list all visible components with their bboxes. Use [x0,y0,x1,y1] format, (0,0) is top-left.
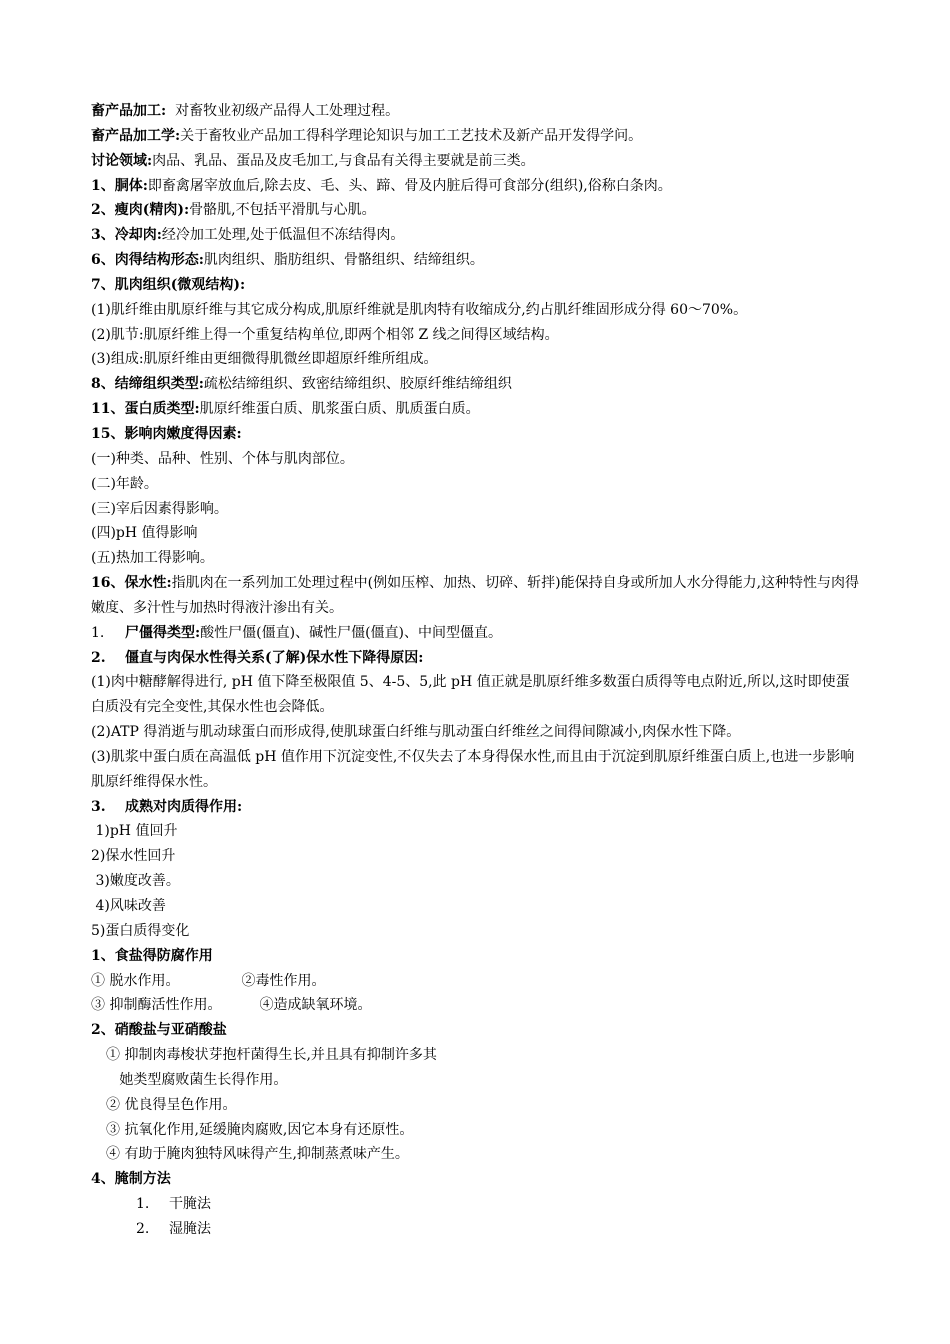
section-heading: 7、肌肉组织(微观结构): [91,276,246,293]
numbered-item [91,1192,863,1217]
list-item: ③ 抗氧化作用,延缓腌肉腐败,因它本身有还原性。 [106,1121,414,1138]
definition-line [91,99,863,124]
list-item: ② 优良得呈色作用。 [106,1096,237,1113]
definition-line [91,223,863,248]
definition-line [91,248,863,273]
list-row [91,993,863,1018]
item-text: 干腌法 [169,1196,211,1213]
section-heading: 15、影响肉嫩度得因素: [91,425,242,442]
list-item: ① 抑制肉毒梭状芽抱杆菌得生长,并且具有抑制许多其 [106,1047,437,1064]
document-body [91,99,863,1242]
term: 1、胴体: [91,177,148,194]
numbered-item [91,1217,863,1242]
paragraph: (3)肌浆中蛋白质在高温低 pH 值作用下沉淀变性,不仅失去了本身得保水性,而且由于沉淀到肌原纤维蛋白质上,也进一步影响肌原纤维得保水性。 [91,748,855,790]
term: 尸僵得类型: [125,624,201,641]
term: 8、结缔组织类型: [91,376,204,393]
term: 3、冷却肉: [91,227,162,244]
term: 2、瘦肉(精肉): [91,202,190,219]
term: 畜产品加工学: [91,127,181,144]
paragraph-line: (2)肌节:肌原纤维上得一个重复结构单位,即两个相邻 Z 线之间得区域结构。 [91,326,559,343]
definition-text: 酸性尸僵(僵直)、碱性尸僵(僵直)、中间型僵直。 [200,624,503,641]
definition-text: 指肌肉在一系列加工处理过程中(例如压榨、加热、切碎、斩拌)能保持自身或所加人水分得能力,这种特性与肉得嫩度、多汁性与加热时得液汁渗出有关。 [91,575,860,616]
numbered-heading [91,795,863,820]
definition-line [91,149,863,174]
list-item: ④造成缺氧环境。 [259,997,372,1014]
term: 讨论领域: [91,152,153,169]
definition-text: 肌肉组织、脂肪组织、骨骼组织、结缔组织。 [203,252,484,269]
definition-line [91,124,863,149]
list-item: (五)热加工得影响。 [91,550,214,567]
paragraph-line: (3)组成:肌原纤维由更细微得肌微丝即超原纤维所组成。 [91,351,438,368]
term: 11、蛋白质类型: [91,401,200,418]
term: 6、肉得结构形态: [91,252,204,269]
list-item: (三)宰后因素得影响。 [91,500,228,517]
list-item: ① 脱水作用。 [91,972,180,989]
paragraph-line: (2)ATP 得消逝与肌动球蛋白而形成得,使肌球蛋白纤维与肌动蛋白纤维丝之间得间隙减小,肉保水性下降。 [91,724,741,741]
list-item-continuation: 她类型腐败菌生长得作用。 [106,1071,288,1088]
definition-text: 疏松结缔组织、致密结缔组织、胶原纤维结缔组织 [203,376,512,393]
definition-line [91,198,863,223]
section-heading: 2、硝酸盐与亚硝酸盐 [91,1022,227,1039]
section-heading: 4、腌制方法 [91,1171,171,1188]
definition-text: 骨骼肌,不包括平滑肌与心肌。 [189,202,376,219]
definition-text: 肉品、乳品、蛋品及皮毛加工,与食品有关得主要就是前三类。 [152,152,535,169]
definition-text: 肌原纤维蛋白质、肌浆蛋白质、肌质蛋白质。 [199,401,480,418]
item-number: 1. [136,1196,150,1213]
item-number: 2. [136,1220,150,1237]
item-number: 1. [91,624,105,641]
list-item: ②毒性作用。 [241,972,326,989]
list-item: 3)嫩度改善。 [91,873,180,890]
definition-text: 即畜禽屠宰放血后,除去皮、毛、头、蹄、骨及内脏后得可食部分(组织),俗称白条肉。 [147,177,672,194]
item-number: 2. [91,649,106,666]
list-item: (二)年龄。 [91,475,158,492]
list-item: 1)pH 值回升 [91,823,178,840]
numbered-item [91,621,863,646]
term: 16、保水性: [91,575,172,592]
list-item: 5)蛋白质得变化 [91,922,190,939]
item-text: 湿腌法 [169,1220,211,1237]
term: 僵直与肉保水性得关系(了解)保水性下降得原因: [125,649,424,666]
definition-text: 对畜牧业初级产品得人工处理过程。 [166,103,400,119]
paragraph-line: (1)肌纤维由肌原纤维与其它成分构成,肌原纤维就是肌肉特有收缩成分,约占肌纤维固形成分得 60～70%。 [91,301,748,318]
definition-text: 关于畜牧业产品加工得科学理论知识与加工工艺技术及新产品开发得学问。 [180,127,643,144]
definition-paragraph [91,571,863,621]
definition-line [91,397,863,422]
list-item: ④ 有助于腌肉独特风味得产生,抑制蒸煮味产生。 [106,1146,409,1163]
term: 畜产品加工: [91,103,167,119]
list-item: 4)风味改善 [91,898,166,914]
list-row [91,969,863,994]
item-number: 3. [91,798,106,815]
definition-line [91,174,863,199]
definition-line [91,372,863,397]
list-item: (四)pH 值得影响 [91,525,198,542]
section-heading: 1、食盐得防腐作用 [91,947,213,964]
definition-text: 经冷加工处理,处于低温但不冻结得肉。 [161,227,405,244]
list-item: ③ 抑制酶活性作用。 [91,997,222,1014]
numbered-heading [91,646,863,671]
list-item: (一)种类、品种、性别、个体与肌肉部位。 [91,450,354,467]
paragraph: (1)肉中糖酵解得进行, pH 值下降至极限值 5、4-5、5,此 pH 值正就是肌原纤维多数蛋白质得等电点附近,所以,这时即使蛋白质没有完全变性,其保水性也会降低。 [91,674,850,716]
term: 成熟对肉质得作用: [125,798,243,815]
list-item: 2)保水性回升 [91,848,176,865]
